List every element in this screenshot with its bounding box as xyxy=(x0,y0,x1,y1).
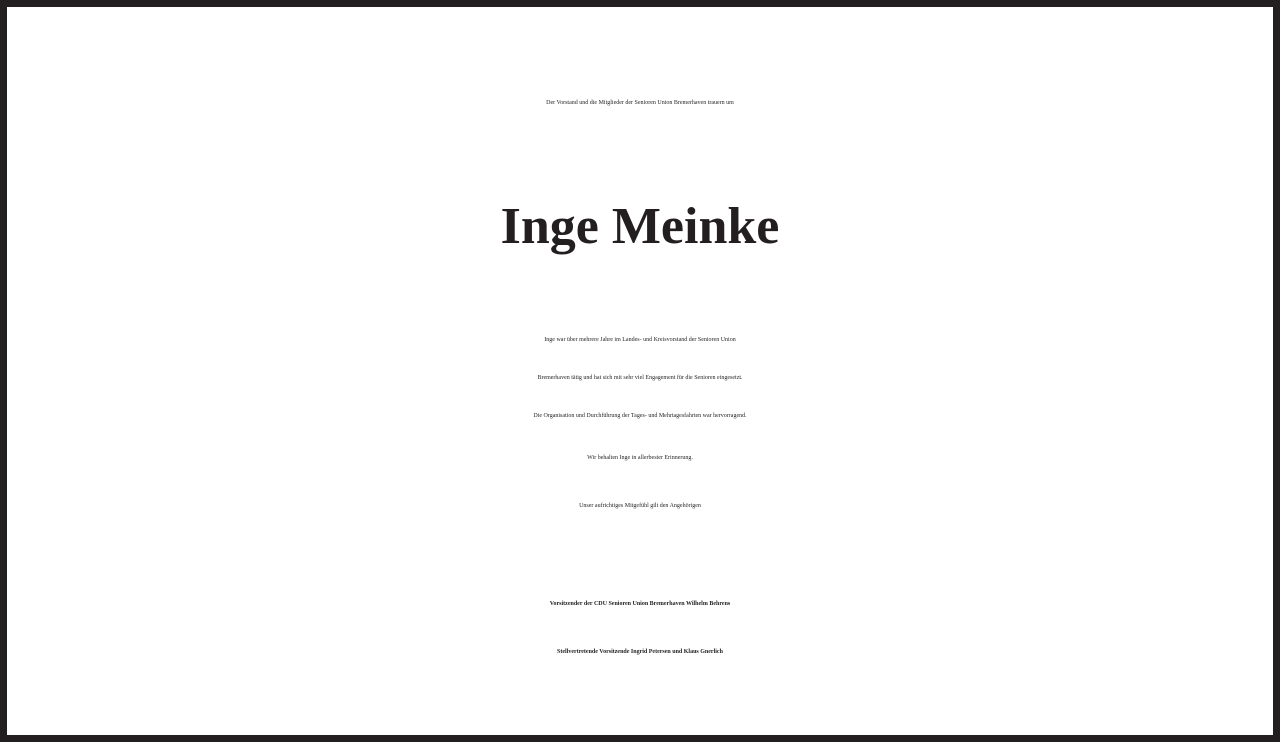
signature-chairman: Vorsitzender der CDU Senioren Union Bremerhaven Wilhelm Behrens xyxy=(549,601,731,607)
deceased-name: Inge Meinke xyxy=(500,198,780,255)
sympathy-text: Unser aufrichtiges Mitgefühl gilt den Angehörigen xyxy=(579,503,701,509)
memory-text: Wir behalten Inge in allerbester Erinnerung. xyxy=(587,455,693,461)
tribute-line: Bremerhaven tätig und hat sich mit sehr viel Engagement für die Senioren eingesetzt. xyxy=(537,375,743,381)
tribute-paragraph xyxy=(7,321,1273,435)
tribute-line: Inge war über mehrere Jahre im Landes- und Kreisvorstand der Senioren Union xyxy=(544,337,736,343)
intro-text: Der Vorstand und die Mitglieder der Senioren Union Bremerhaven trauern um xyxy=(546,100,734,106)
signature-deputies: Stellvertretende Vorsitzende Ingrid Petersen und Klaus Gnerlich xyxy=(557,649,723,655)
tribute-line: Die Organisation und Durchführung der Tages- und Mehrtagesfahrten war hervorragend. xyxy=(533,413,747,419)
